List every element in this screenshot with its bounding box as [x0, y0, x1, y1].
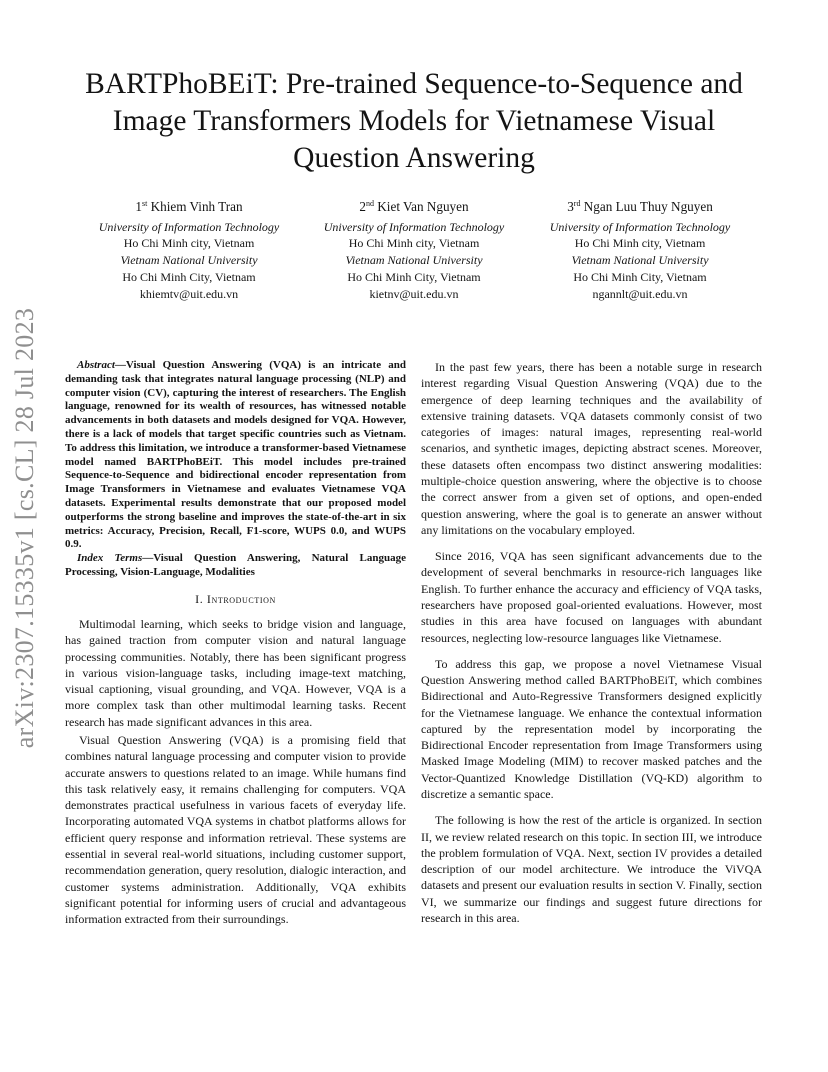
section-heading-introduction: I. Introduction: [195, 591, 276, 606]
index-terms-text: —Visual Question Answering, Natural Language Processing, Vision-Language, Modalities: [65, 552, 406, 578]
author-city2-3: Ho Chi Minh City, Vietnam: [573, 269, 707, 284]
author-city2-2: Ho Chi Minh City, Vietnam: [347, 269, 481, 284]
author-email-2: kietnv@uit.edu.vn: [369, 286, 459, 301]
abstract-label: Abstract: [77, 359, 115, 371]
intro-paragraph-6: The following is how the rest of the article is organized. In section II, we review related research on this topic. In section III, we introduce the problem formulation of VQA. Next, section IV provides a detailed description of our model architecture. We introduce the ViVQA datasets and present our evaluation results in section V. Finally, section VI, we summarize our findings and suggest future directions for research in this area.: [421, 813, 762, 925]
intro-paragraph-5: To address this gap, we propose a novel Vietnamese Visual Question Answering method called BARTPhoBEiT, which combines Bidirectional and Auto-Regressive Transformers designed explicitly for the Vietnamese language. We enhance the contextual information captured by the representation model by incorporating the Bidirectional Encoder representation from Image Transformers using Masked Image Modeling (MIM) to recover masked patches and the Vector-Quantized Knowledge Distillation (VQ-KD) algorithm to discretize a semantic space.: [421, 656, 762, 802]
author-block-3: [526, 199, 754, 302]
abstract: [65, 359, 406, 580]
author-city2-1: Ho Chi Minh City, Vietnam: [122, 269, 256, 284]
paper-title: BARTPhoBEiT: Pre-trained Sequence-to-Sequence and Image Transformers Models for Vietnamese Visual Question Answering: [85, 68, 743, 174]
author-email-3: ngannlt@uit.edu.vn: [592, 286, 688, 301]
index-terms-paragraph: [65, 552, 406, 580]
index-terms-label: Index Terms: [77, 552, 143, 565]
author-block-2: [300, 199, 528, 302]
author-affiliation-1: University of Information Technology: [98, 219, 280, 234]
intro-paragraph-4: Since 2016, VQA has seen significant advancements due to the development of several benchmarks in resource-rich languages like English. To further enhance the accuracy and efficiency of VQA tasks, researchers have proposed goal-oriented evaluations. However, most studies in this area have focused on languages with abundant resources, neglecting low-resource languages like Vietnamese.: [421, 549, 762, 645]
arxiv-identifier-stamp: [2, 298, 48, 758]
abstract-text: —Visual Question Answering (VQA) is an intricate and demanding task that integrates natural language processing (NLP) and computer vision (CV), capturing the interest of researchers. The English language, renowned for its wealth of resources, has witnessed notable advancements in both datasets and models designed for VQA. However, there is a lack of models that target specific countries such as Vietnam. To address this limitation, we introduce a transformer-based Vietnamese model named BARTPhoBEiT. This model includes pre-trained Sequence-to-Sequence and bidirectional encoder representation from Image Transformers in Vietnamese and evaluates Vietnamese VQA datasets. Experimental results demonstrate that our proposed model outperforms the strong baseline and improves the state-of-the-art in six metrics: Accuracy, Precision, Recall, F1-score, WUPS 0.0, and WUPS 0.9.: [65, 359, 406, 551]
intro-paragraph-3: In the past few years, there has been a notable surge in research interest regarding Visual Question Answering (VQA) due to the emergence of deep learning techniques and the availability of extensive training datasets. VQA datasets commonly consist of two categories of images: natural images, representing real-world scenarios, and synthetic images, depicting abstract scenes. Moreover, these datasets often encompass two distinct answering modalities: multiple-choice question answering, where the objective is to choose the correct answer from a given set of options, and open-ended question answering, where the goal is to generate an answer without any limitations on the vocabulary employed.: [421, 360, 762, 537]
author-university-1: Vietnam National University: [120, 253, 258, 268]
author-affiliation-2: University of Information Technology: [323, 219, 505, 234]
author-email-1: khiemtv@uit.edu.vn: [139, 286, 239, 301]
right-column: [421, 359, 762, 936]
author-city-2: Ho Chi Minh city, Vietnam: [348, 236, 480, 251]
left-column: [65, 359, 406, 929]
intro-paragraph-2: Visual Question Answering (VQA) is a promising field that combines natural language processing and computer vision to provide accurate answers to questions related to an image. While humans find this task relatively easy, it remains challenging for computers. VQA demonstrates practical usefulness in various facets of everyday life. Incorporating automated VQA systems in chatbot platforms allows for efficient query response and information retrieval. These systems are essential in several real-world situations, including customer support, recommendation generation, query resolution, dialogic interaction, and customer systems administration. Additionally, VQA exhibits significant potential for informing users of crucial and advantageous information extracted from their surroundings.: [65, 733, 406, 927]
arxiv-identifier-text: arXiv:2307.15335v1 [cs.CL] 28 Jul 2023: [10, 307, 39, 749]
author-affiliation-3: University of Information Technology: [549, 219, 731, 234]
author-name-3: 3rd Ngan Luu Thuy Nguyen: [567, 199, 713, 214]
intro-paragraph-1: Multimodal learning, which seeks to bridge vision and language, has gained traction from computer vision and natural language processing communities. Notably, there has been significant progress in various vision-language tasks, including image-text matching, visual captioning, visual grounding, and VQA. However, VQA is a more complex task than other multimodal learning tasks. Recent research has made significant advances in this area.: [65, 617, 406, 729]
author-name-2: 2nd Kiet Van Nguyen: [359, 199, 469, 214]
author-name-1: 1st Khiem Vinh Tran: [135, 199, 243, 214]
abstract-paragraph: [65, 359, 406, 552]
author-university-3: Vietnam National University: [571, 253, 709, 268]
author-university-2: Vietnam National University: [345, 253, 483, 268]
author-city-3: Ho Chi Minh city, Vietnam: [574, 236, 706, 251]
author-city-1: Ho Chi Minh city, Vietnam: [123, 236, 255, 251]
author-block-1: [75, 199, 303, 302]
